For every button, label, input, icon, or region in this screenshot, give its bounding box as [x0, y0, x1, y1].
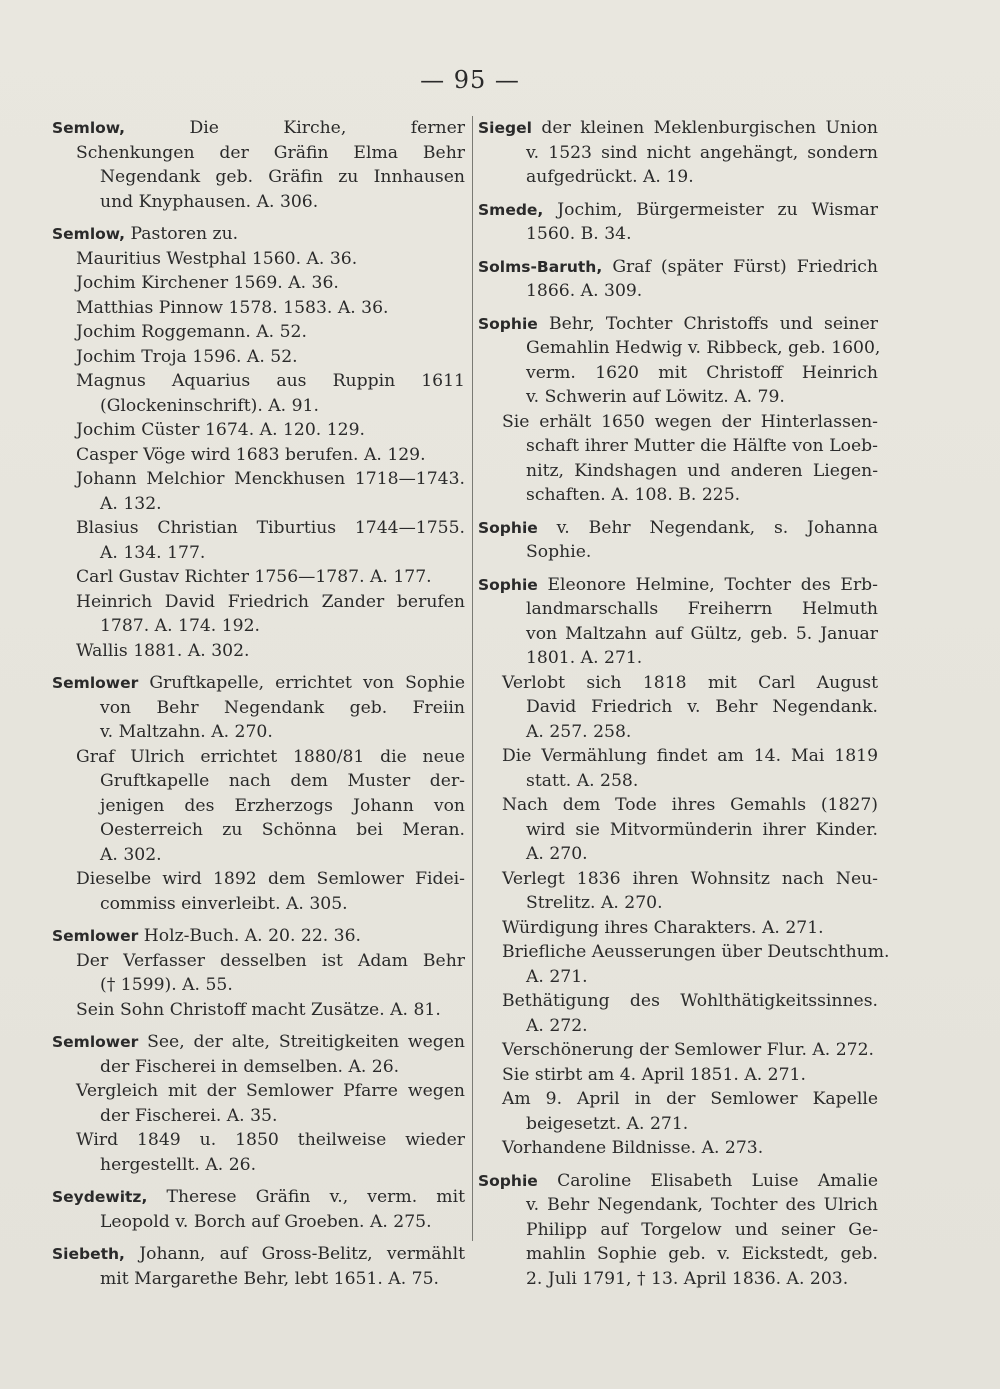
- index-entry: [478, 255, 878, 304]
- entry-text: Therese Gräfin v., verm. mit: [166, 1187, 465, 1207]
- entry-text: Magnus Aquarius aus Ruppin 1611: [76, 371, 465, 391]
- entry-first-line: [478, 312, 878, 337]
- entry-text: Casper Vöge wird 1683 berufen. A. 129.: [76, 444, 426, 465]
- entry-text: († 1599). A. 55.: [100, 975, 233, 995]
- index-entry: [478, 312, 881, 508]
- entry-line: [478, 793, 878, 818]
- entry-line: [478, 1038, 878, 1063]
- entry-line: [52, 565, 465, 590]
- entry-line: [52, 320, 465, 345]
- entry-text: commiss einverleibt. A. 305.: [100, 893, 348, 914]
- entry-text: der kleinen Meklenburgischen Union: [541, 118, 878, 138]
- entry-first-line: [478, 255, 878, 280]
- index-entry: [478, 198, 878, 247]
- entry-first-line: [478, 116, 878, 141]
- entry-line: [52, 394, 465, 419]
- index-entry: [52, 924, 465, 1022]
- entry-headword: Solms-Baruth,: [478, 257, 603, 276]
- entry-text: Caroline Elisabeth Luise Amalie: [557, 1170, 878, 1191]
- entry-text: See, der alte, Streitigkeiten wegen: [147, 1032, 465, 1052]
- entry-headword: Semlower: [52, 1033, 139, 1051]
- right-column: [478, 116, 890, 1299]
- index-entry: [52, 671, 465, 916]
- entry-first-line: [52, 1030, 465, 1055]
- entry-text: Matthias Pinnow 1578. 1583. A. 36.: [76, 297, 389, 318]
- entry-line: [52, 247, 465, 272]
- entry-text: schaften. A. 108. B. 225.: [526, 485, 741, 505]
- entry-line: [52, 745, 465, 770]
- entry-line: [478, 540, 878, 565]
- entry-text: Johann Melchior Menckhusen 1718—1743.: [76, 469, 465, 489]
- entry-text: v. Behr Negendank, Tochter des Ulrich: [526, 1195, 878, 1215]
- entry-text: nitz, Kindshagen und anderen Liegen-: [526, 460, 878, 481]
- entry-line: [52, 769, 465, 794]
- entry-text: v. Schwerin auf Löwitz. A. 79.: [526, 387, 785, 407]
- entry-line: [52, 720, 465, 745]
- entry-line: [478, 1014, 878, 1039]
- entry-line: [52, 892, 465, 917]
- entry-text: Gruftkapelle, errichtet von Sophie: [149, 673, 465, 693]
- entry-text: Würdigung ihres Charakters. A. 271.: [502, 917, 824, 938]
- entry-text: Nach dem Tode ihres Gemahls (1827): [502, 795, 878, 815]
- entry-text: und Knyphausen. A. 306.: [100, 191, 319, 212]
- entry-text: Wird 1849 u. 1850 theilweise wieder: [76, 1130, 465, 1150]
- left-column: [52, 116, 465, 1299]
- entry-text: Leopold v. Borch auf Groeben. A. 275.: [100, 1211, 432, 1232]
- entry-line: [478, 361, 878, 386]
- entry-line: [478, 434, 878, 459]
- entry-text: 1801. A. 271.: [526, 648, 643, 668]
- entry-text: Briefliche Aeusserungen über Deutschthum.: [502, 942, 890, 962]
- entry-line: [52, 516, 465, 541]
- entry-line: [52, 296, 465, 321]
- index-entry: [52, 1030, 465, 1177]
- entry-first-line: [52, 116, 465, 141]
- entry-first-line: [52, 222, 465, 247]
- entry-line: [478, 222, 878, 247]
- entry-text: Sie stirbt am 4. April 1851. A. 271.: [502, 1064, 806, 1085]
- entry-line: [478, 867, 878, 892]
- entry-line: [478, 1112, 878, 1137]
- entry-first-line: [478, 516, 878, 541]
- entry-text: 1866. A. 309.: [526, 281, 643, 301]
- entry-text: Sein Sohn Christoff macht Zusätze. A. 81.: [76, 999, 441, 1020]
- entry-line: [52, 949, 465, 974]
- entry-line: [52, 1079, 465, 1104]
- entry-first-line: [478, 573, 878, 598]
- entry-line: [52, 541, 465, 566]
- entry-line: [478, 965, 878, 990]
- entry-text: mahlin Sophie geb. v. Eickstedt, geb.: [526, 1244, 878, 1264]
- entry-line: [478, 646, 878, 671]
- entry-headword: Sophie: [478, 518, 538, 537]
- entry-line: [478, 989, 878, 1014]
- entry-text: 1560. B. 34.: [526, 224, 632, 244]
- entry-text: Verschönerung der Semlower Flur. A. 272.: [502, 1040, 875, 1060]
- entry-text: Behr, Tochter Christoffs und seiner: [548, 313, 879, 334]
- entry-line: [52, 1153, 465, 1178]
- entry-text: Graf (später Fürst) Friedrich: [612, 256, 878, 277]
- entry-text: Jochim, Bürgermeister zu Wismar: [557, 199, 878, 220]
- entry-text: A. 270.: [526, 844, 588, 864]
- entry-line: [478, 1087, 878, 1112]
- entry-first-line: [52, 1242, 465, 1267]
- entry-text: Strelitz. A. 270.: [526, 893, 663, 913]
- entry-text: Eleonore Helmine, Tochter des Erb-: [547, 574, 878, 595]
- entry-first-line: [478, 198, 878, 223]
- entry-text: Am 9. April in der Semlower Kapelle: [502, 1089, 878, 1109]
- entry-line: [52, 1104, 465, 1129]
- entry-text: Verlobt sich 1818 mit Carl August: [502, 672, 878, 693]
- entry-first-line: [478, 1169, 878, 1194]
- entry-text: Jochim Cüster 1674. A. 120. 129.: [76, 420, 365, 440]
- entry-text: Verlegt 1836 ihren Wohnsitz nach Neu-: [502, 868, 878, 889]
- entry-headword: Semlower: [52, 674, 139, 692]
- entry-line: [52, 1210, 465, 1235]
- entry-headword: Semlower: [52, 927, 139, 945]
- entry-text: Heinrich David Friedrich Zander berufen: [76, 591, 465, 612]
- entry-text: A. 271.: [526, 966, 588, 987]
- entry-line: [478, 891, 878, 916]
- entry-line: [478, 818, 878, 843]
- entry-text: A. 134. 177.: [100, 542, 206, 563]
- entry-text: Carl Gustav Richter 1756—1787. A. 177.: [76, 567, 432, 587]
- entry-line: [52, 818, 465, 843]
- entry-headword: Smede,: [478, 200, 544, 219]
- entry-line: [478, 916, 878, 941]
- entry-line: [52, 998, 465, 1023]
- entry-first-line: [52, 924, 465, 949]
- entry-headword: Semlow,: [52, 119, 126, 137]
- index-entry: [478, 116, 878, 190]
- entry-line: [52, 345, 465, 370]
- entry-text: Die Vermählung findet am 14. Mai 1819: [502, 746, 878, 766]
- entry-line: [478, 1242, 878, 1267]
- entry-text: (Glockeninschrift). A. 91.: [100, 395, 319, 416]
- entry-line: [52, 271, 465, 296]
- entry-line: [52, 843, 465, 868]
- entry-headword: Seydewitz,: [52, 1188, 148, 1206]
- entry-text: v. Maltzahn. A. 270.: [100, 722, 273, 742]
- entry-line: [52, 467, 465, 492]
- entry-text: Jochim Kirchener 1569. A. 36.: [76, 273, 339, 293]
- entry-text: A. 132.: [100, 493, 162, 514]
- entry-text: von Behr Negendank geb. Freiin: [100, 697, 465, 718]
- entry-line: [52, 492, 465, 517]
- entry-text: aufgedrückt. A. 19.: [526, 167, 694, 187]
- entry-text: Graf Ulrich errichtet 1880/81 die neue: [76, 746, 465, 767]
- entry-line: [52, 1128, 465, 1153]
- index-entry: [52, 1185, 465, 1234]
- entry-text: v. 1523 sind nicht angehängt, sondern: [526, 142, 878, 163]
- entry-text: schaft ihrer Mutter die Hälfte von Loeb-: [526, 436, 878, 456]
- entry-text: Wallis 1881. A. 302.: [76, 640, 250, 661]
- entry-text: Jochim Troja 1596. A. 52.: [76, 346, 298, 367]
- entry-line: [478, 622, 878, 647]
- entry-headword: Sophie: [478, 314, 538, 333]
- entry-text: Johann, auf Gross-Belitz, vermählt: [139, 1244, 465, 1264]
- entry-text: Oesterreich zu Schönna bei Meran.: [100, 820, 465, 840]
- entry-line: [52, 973, 465, 998]
- entry-line: [52, 590, 465, 615]
- column-divider: [472, 116, 473, 1241]
- entry-text: v. Behr Negendank, s. Johanna: [556, 517, 878, 538]
- entry-text: A. 257. 258.: [526, 721, 632, 742]
- entry-headword: Sophie: [478, 575, 538, 594]
- entry-line: [478, 483, 878, 508]
- entry-text: 1787. A. 174. 192.: [100, 616, 261, 636]
- entry-text: Schenkungen der Gräfin Elma Behr: [76, 142, 465, 163]
- entry-line: [52, 696, 465, 721]
- entry-line: [478, 141, 878, 166]
- index-entry: [52, 116, 465, 214]
- entry-text: statt. A. 258.: [526, 770, 639, 791]
- entry-text: 2. Juli 1791, † 13. April 1836. A. 203.: [526, 1268, 849, 1289]
- entry-line: [478, 165, 878, 190]
- entry-text: Der Verfasser desselben ist Adam Behr: [76, 950, 465, 971]
- entry-text: mit Margarethe Behr, lebt 1651. A. 75.: [100, 1268, 439, 1289]
- index-entry: [52, 1242, 465, 1291]
- entry-line: [52, 639, 465, 664]
- entry-line: [52, 794, 465, 819]
- index-entry: [478, 573, 890, 1161]
- entry-text: Pastoren zu.: [130, 224, 239, 244]
- entry-line: [52, 1055, 465, 1080]
- entry-line: [478, 720, 878, 745]
- entry-line: [52, 418, 465, 443]
- entry-line: [478, 336, 881, 361]
- entry-text: Gemahlin Hedwig v. Ribbeck, geb. 1600,: [526, 338, 881, 358]
- entry-text: Blasius Christian Tiburtius 1744—1755.: [76, 518, 465, 538]
- entry-text: Die Kirche, ferner: [189, 118, 465, 138]
- entry-line: [52, 867, 465, 892]
- entry-text: der Fischerei in demselben. A. 26.: [100, 1056, 400, 1077]
- entry-headword: Semlow,: [52, 225, 126, 243]
- index-entry: [478, 1169, 878, 1292]
- entry-text: Negendank geb. Gräfin zu Innhausen: [100, 167, 465, 187]
- entry-text: hergestellt. A. 26.: [100, 1154, 257, 1175]
- entry-text: Bethätigung des Wohlthätigkeitssinnes.: [502, 991, 878, 1011]
- entry-text: Philipp auf Torgelow und seiner Ge-: [526, 1219, 878, 1240]
- entry-text: Holz-Buch. A. 20. 22. 36.: [143, 926, 362, 946]
- entry-text: verm. 1620 mit Christoff Heinrich: [526, 362, 878, 383]
- entry-text: A. 302.: [100, 844, 162, 865]
- page-number: — 95 —: [420, 66, 520, 94]
- entry-headword: Siebeth,: [52, 1245, 125, 1263]
- entry-text: Jochim Roggemann. A. 52.: [76, 322, 307, 342]
- entry-line: [478, 279, 878, 304]
- entry-text: Gruftkapelle nach dem Muster der-: [100, 771, 465, 791]
- entry-text: Vorhandene Bildnisse. A. 273.: [502, 1138, 764, 1158]
- entry-text: der Fischerei. A. 35.: [100, 1105, 278, 1126]
- entry-line: [52, 443, 465, 468]
- entry-line: [478, 1193, 878, 1218]
- entry-line: [478, 1218, 878, 1243]
- entry-line: [478, 695, 878, 720]
- entry-line: [478, 1136, 878, 1161]
- entry-headword: Sophie: [478, 1171, 538, 1190]
- entry-text: Mauritius Westphal 1560. A. 36.: [76, 248, 358, 269]
- entry-line: [52, 190, 465, 215]
- index-entry: [52, 222, 465, 663]
- entry-text: David Friedrich v. Behr Negendank.: [526, 697, 878, 717]
- entry-line: [52, 1267, 465, 1292]
- entry-text: beigesetzt. A. 271.: [526, 1113, 689, 1134]
- entry-line: [478, 769, 878, 794]
- entry-line: [478, 744, 878, 769]
- entry-line: [478, 1063, 878, 1088]
- entry-line: [478, 385, 878, 410]
- entry-line: [478, 940, 890, 965]
- entry-first-line: [52, 671, 465, 696]
- entry-text: von Maltzahn auf Gültz, geb. 5. Januar: [526, 623, 878, 644]
- entry-line: [478, 597, 878, 622]
- entry-line: [52, 141, 465, 166]
- entry-text: landmarschalls Freiherrn Helmuth: [526, 599, 878, 619]
- entry-line: [52, 369, 465, 394]
- entry-text: Dieselbe wird 1892 dem Semlower Fidei-: [76, 869, 465, 889]
- entry-text: wird sie Mitvormünderin ihrer Kinder.: [526, 819, 878, 840]
- entry-line: [478, 671, 878, 696]
- entry-text: Sie erhält 1650 wegen der Hinterlassen-: [502, 411, 878, 432]
- entry-line: [478, 459, 878, 484]
- entry-text: jenigen des Erzherzogs Johann von: [100, 795, 465, 816]
- entry-text: Sophie.: [526, 542, 592, 562]
- entry-first-line: [52, 1185, 465, 1210]
- entry-text: Vergleich mit der Semlower Pfarre wegen: [76, 1081, 465, 1101]
- entry-line: [52, 614, 465, 639]
- entry-line: [478, 410, 878, 435]
- entry-text: A. 272.: [526, 1015, 588, 1036]
- entry-line: [478, 1267, 878, 1292]
- entry-line: [52, 165, 465, 190]
- index-entry: [478, 516, 878, 565]
- entry-headword: Siegel: [478, 119, 532, 137]
- entry-line: [478, 842, 878, 867]
